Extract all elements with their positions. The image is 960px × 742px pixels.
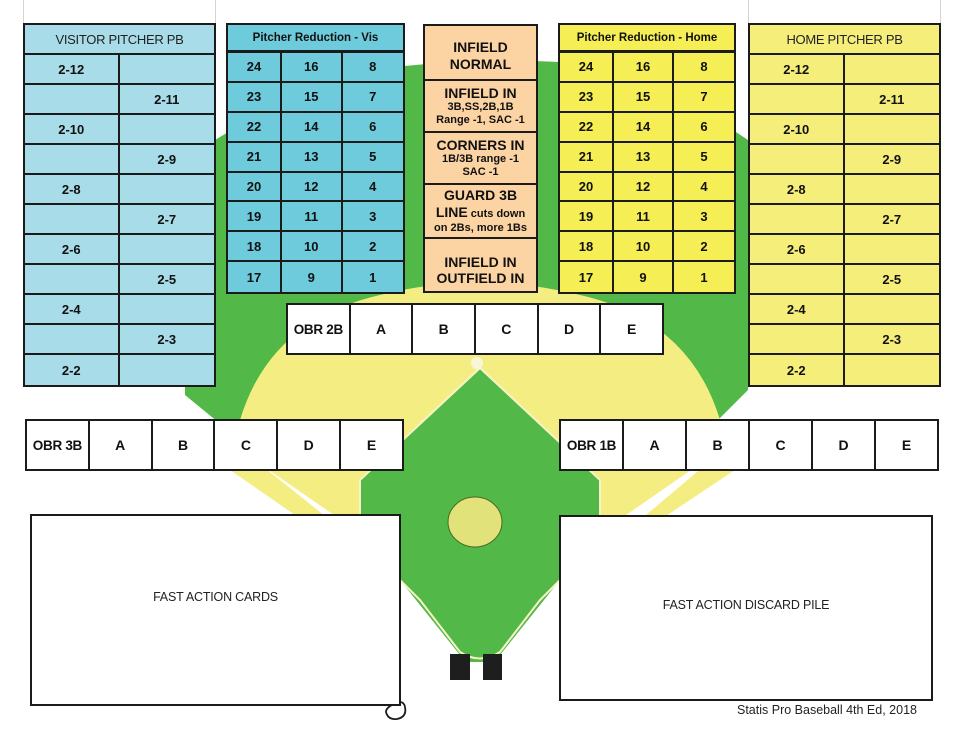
pb-cell[interactable] — [25, 325, 120, 355]
defense-infield-in-outfield-in[interactable] — [425, 239, 536, 291]
defense-title: CORNERS IN — [436, 137, 525, 154]
pb-cell[interactable]: 2-9 — [120, 145, 215, 175]
pb-cell[interactable] — [750, 145, 845, 175]
pb-cell[interactable] — [120, 55, 215, 85]
pb-cell[interactable]: 2-10 — [25, 115, 120, 145]
pb-cell[interactable] — [845, 295, 940, 325]
reduction-cell[interactable]: 9 — [614, 262, 674, 292]
second-base-icon — [471, 357, 483, 369]
reduction-cell[interactable]: 24 — [228, 53, 282, 83]
reduction-cell[interactable]: 8 — [343, 53, 404, 83]
fast-action-cards-area[interactable] — [30, 514, 401, 706]
pb-cell[interactable]: 2-12 — [750, 55, 845, 85]
reduction-cell[interactable]: 6 — [343, 113, 404, 143]
pb-cell[interactable] — [25, 205, 120, 235]
pb-cell[interactable]: 2-3 — [845, 325, 940, 355]
pb-cell[interactable] — [120, 295, 215, 325]
pb-cell[interactable] — [750, 325, 845, 355]
defense-subtext: Range -1, SAC -1 — [436, 114, 525, 127]
reduction-cell[interactable]: 12 — [614, 173, 674, 203]
obr-grade-cell[interactable]: C — [750, 421, 813, 469]
obr-2b-label: OBR 2B — [288, 305, 351, 353]
obr-grade-cell[interactable]: D — [813, 421, 876, 469]
pb-cell[interactable]: 2-8 — [25, 175, 120, 205]
pb-cell[interactable]: 2-8 — [750, 175, 845, 205]
pb-cell[interactable] — [120, 355, 215, 385]
defense-title: INFIELD — [453, 39, 508, 56]
pitcher-reduction-home-title: Pitcher Reduction - Home — [560, 25, 734, 53]
reduction-cell[interactable]: 22 — [228, 113, 282, 143]
obr-grade-cell[interactable]: E — [366, 437, 377, 453]
pb-cell[interactable] — [845, 355, 940, 385]
reduction-cell[interactable]: 2 — [674, 232, 734, 262]
home-pb-grid — [750, 55, 939, 385]
reduction-cell[interactable]: 5 — [343, 143, 404, 173]
pitcher-reduction-vis-table — [226, 23, 405, 294]
reduction-cell[interactable]: 20 — [228, 173, 282, 203]
reduction-cell[interactable]: 9 — [282, 262, 343, 292]
reduction-cell[interactable]: 1 — [700, 269, 708, 285]
reduction-cell[interactable]: 8 — [674, 53, 734, 83]
pb-cell[interactable] — [120, 235, 215, 265]
visitor-pitcher-pb-table — [23, 23, 216, 387]
home-pitcher-pb-table — [748, 23, 941, 387]
pb-cell[interactable] — [845, 175, 940, 205]
reduction-cell[interactable]: 2 — [343, 232, 404, 262]
obr-grade-cell[interactable]: A — [90, 421, 153, 469]
pb-cell[interactable]: 2-7 — [845, 205, 940, 235]
defense-subtext: 3B,SS,2B,1B — [447, 101, 514, 114]
obr-3b-row — [25, 419, 404, 471]
reduction-cell[interactable]: 23 — [560, 83, 614, 113]
reduction-cell[interactable]: 17 — [560, 262, 614, 292]
visitor-pitcher-pb-title: VISITOR PITCHER PB — [25, 25, 214, 55]
pb-cell[interactable] — [25, 85, 120, 115]
pitcher-reduction-vis-title: Pitcher Reduction - Vis — [228, 25, 403, 53]
batters-box-left — [450, 654, 470, 680]
reduction-cell[interactable]: 14 — [614, 113, 674, 143]
reduction-cell[interactable]: 15 — [282, 83, 343, 113]
pb-cell[interactable] — [845, 235, 940, 265]
defense-infield-normal[interactable] — [425, 26, 536, 81]
reduction-cell[interactable]: 22 — [560, 113, 614, 143]
pb-cell[interactable] — [750, 265, 845, 295]
pb-cell[interactable]: 2-4 — [750, 295, 845, 325]
reduction-cell[interactable]: 10 — [282, 232, 343, 262]
reduction-cell[interactable]: 17 — [228, 262, 282, 292]
pb-cell[interactable]: 2-9 — [845, 145, 940, 175]
pb-cell[interactable]: 2-2 — [25, 355, 120, 385]
obr-grade-cell[interactable]: A — [624, 421, 687, 469]
pb-cell[interactable]: 2-4 — [25, 295, 120, 325]
pb-cell[interactable] — [750, 205, 845, 235]
defense-subtext: SAC -1 — [462, 166, 499, 179]
reduction-cell[interactable]: 4 — [674, 173, 734, 203]
defense-corners-in[interactable] — [425, 133, 536, 185]
obr-grade-cell[interactable]: C — [476, 305, 539, 353]
defense-title: INFIELD IN — [444, 85, 517, 102]
defense-title: GUARD 3B — [443, 187, 518, 204]
defense-title: INFIELD IN — [444, 253, 517, 270]
reduction-cell[interactable]: 21 — [560, 143, 614, 173]
pb-cell[interactable] — [25, 265, 120, 295]
obr-grade-cell[interactable]: D — [278, 421, 341, 469]
reduction-cell[interactable]: 6 — [674, 113, 734, 143]
reduction-cell[interactable]: 13 — [614, 143, 674, 173]
obr-grade-cell[interactable]: B — [153, 421, 216, 469]
pb-cell[interactable] — [120, 175, 215, 205]
defense-subtext: 1B/3B range -1 — [441, 153, 520, 166]
obr-grade-cell[interactable]: B — [687, 421, 750, 469]
pb-cell[interactable]: 2-3 — [120, 325, 215, 355]
pb-cell[interactable] — [845, 115, 940, 145]
reduction-cell[interactable]: 16 — [614, 53, 674, 83]
obr-grade-cell[interactable]: B — [413, 305, 476, 353]
reduction-cell[interactable]: 3 — [343, 202, 404, 232]
reduction-cell[interactable]: 16 — [282, 53, 343, 83]
batters-box-right — [483, 654, 502, 680]
defense-positions-column — [423, 24, 538, 293]
reduction-cell[interactable]: 18 — [560, 232, 614, 262]
reduction-cell[interactable]: 15 — [614, 83, 674, 113]
obr-grade-cell[interactable]: A — [351, 305, 414, 353]
reduction-cell[interactable]: 20 — [560, 173, 614, 203]
pb-cell[interactable]: 2-7 — [120, 205, 215, 235]
pb-cell[interactable]: 2-11 — [120, 85, 215, 115]
fast-action-discard-area[interactable] — [559, 515, 933, 701]
obr-grade-cell[interactable]: E — [627, 321, 637, 337]
reduction-vis-grid — [228, 53, 403, 292]
reduction-cell[interactable]: 3 — [674, 202, 734, 232]
reduction-cell[interactable]: 10 — [614, 232, 674, 262]
defense-guard-3b-line[interactable] — [425, 185, 536, 239]
reduction-cell[interactable]: 14 — [282, 113, 343, 143]
reduction-cell[interactable]: 4 — [343, 173, 404, 203]
defense-title: LINE — [435, 203, 468, 220]
reduction-home-grid — [560, 53, 734, 292]
pb-cell[interactable] — [25, 145, 120, 175]
visitor-pb-grid — [25, 55, 214, 385]
pb-cell[interactable]: 2-2 — [750, 355, 845, 385]
pb-cell[interactable]: 2-11 — [845, 85, 940, 115]
defense-infield-in[interactable] — [425, 81, 536, 133]
pb-cell[interactable]: 2-10 — [750, 115, 845, 145]
obr-grade-cell[interactable]: E — [901, 437, 912, 453]
reduction-cell[interactable]: 13 — [282, 143, 343, 173]
defense-subtext: on 2Bs, more 1Bs — [434, 221, 527, 234]
reduction-cell[interactable]: 18 — [228, 232, 282, 262]
reduction-cell[interactable]: 11 — [614, 202, 674, 232]
reduction-cell[interactable]: 11 — [282, 202, 343, 232]
pb-cell[interactable] — [845, 55, 940, 85]
defense-title: NORMAL — [449, 55, 512, 72]
pitcher-reduction-home-table — [558, 23, 736, 294]
obr-grade-cell[interactable]: C — [215, 421, 278, 469]
defense-title: OUTFIELD IN — [436, 270, 525, 286]
pb-cell[interactable]: 2-5 — [120, 265, 215, 295]
obr-1b-row — [559, 419, 939, 471]
reduction-cell[interactable]: 7 — [674, 83, 734, 113]
pb-cell[interactable]: 2-6 — [750, 235, 845, 265]
pb-cell[interactable]: 2-6 — [25, 235, 120, 265]
fast-action-discard-label: FAST ACTION DISCARD PILE — [662, 598, 830, 612]
pb-cell[interactable] — [120, 115, 215, 145]
obr-1b-label: OBR 1B — [561, 421, 624, 469]
reduction-cell[interactable]: 24 — [560, 53, 614, 83]
reduction-cell[interactable]: 1 — [369, 269, 377, 285]
reduction-cell[interactable]: 5 — [674, 143, 734, 173]
reduction-cell[interactable]: 23 — [228, 83, 282, 113]
reduction-cell[interactable]: 19 — [228, 202, 282, 232]
obr-3b-label: OBR 3B — [27, 421, 90, 469]
obr-grade-cell[interactable]: D — [539, 305, 602, 353]
defense-subtext: cuts down — [467, 207, 526, 220]
obr-2b-row — [286, 303, 664, 355]
footer-credit: Statis Pro Baseball 4th Ed, 2018 — [737, 703, 917, 717]
reduction-cell[interactable]: 21 — [228, 143, 282, 173]
reduction-cell[interactable]: 7 — [343, 83, 404, 113]
pitchers-mound — [448, 497, 502, 547]
pb-cell[interactable]: 2-12 — [25, 55, 120, 85]
home-pitcher-pb-title: HOME PITCHER PB — [750, 25, 939, 55]
fast-action-cards-label: FAST ACTION CARDS — [153, 590, 278, 604]
reduction-cell[interactable]: 12 — [282, 173, 343, 203]
pb-cell[interactable]: 2-5 — [845, 265, 940, 295]
pb-cell[interactable] — [750, 85, 845, 115]
reduction-cell[interactable]: 19 — [560, 202, 614, 232]
